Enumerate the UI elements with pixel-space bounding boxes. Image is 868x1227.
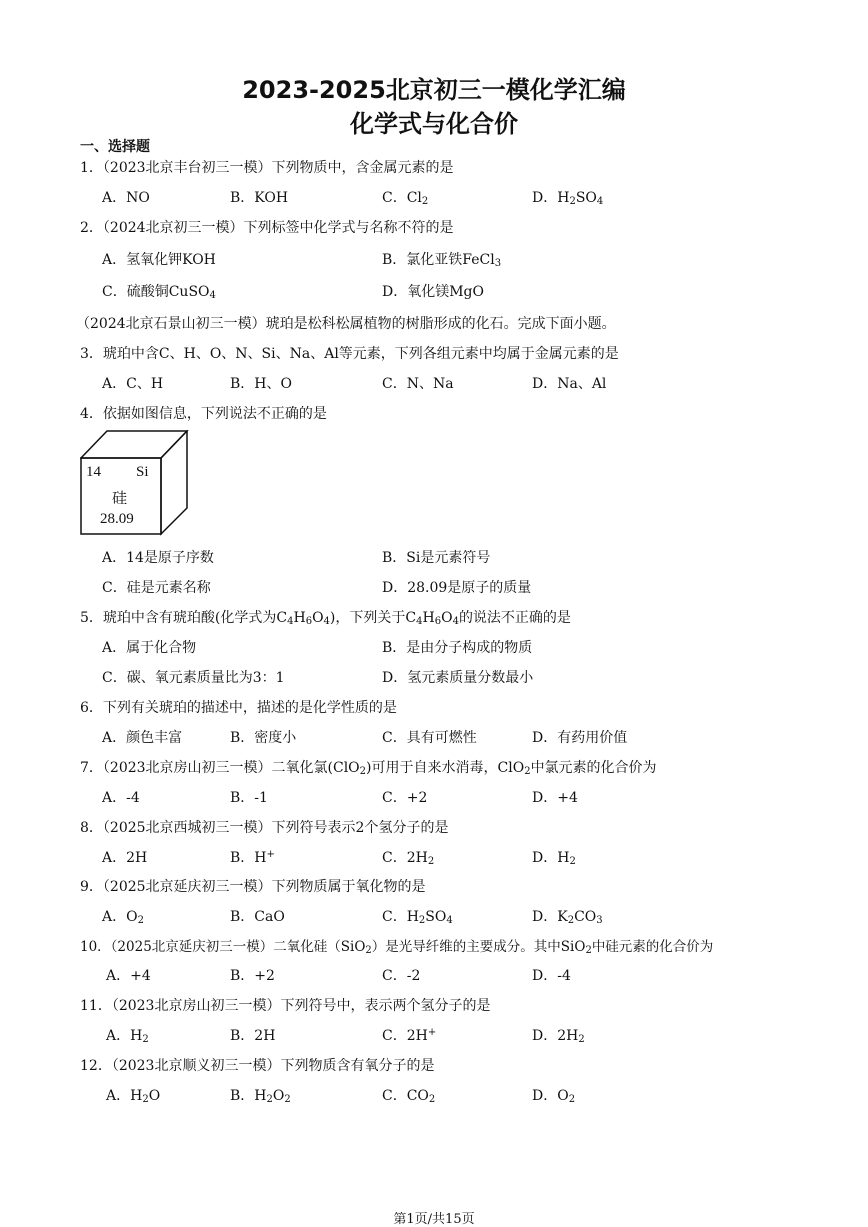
- q12-option-d: D．$O_2$: [532, 1088, 576, 1105]
- tile-atomic-number: 14: [86, 464, 101, 480]
- element-tile-figure: [80, 430, 190, 536]
- q11-option-c: C．2H+: [382, 1027, 437, 1044]
- q7-option-c: C．+2: [382, 790, 428, 806]
- q10-option-d: D．-4: [532, 968, 571, 984]
- q12-option-a: A．$H_2O$: [106, 1088, 161, 1105]
- q2-option-b: B．氯化亚铁FeCl$_3$: [382, 252, 502, 269]
- q9-option-d: D．$K_2CO_3$: [532, 909, 603, 926]
- q8-option-d: D．$H_2$: [532, 850, 576, 867]
- q7-option-b: B．-1: [230, 790, 268, 806]
- question-3: 3．琥珀中含C、H、O、N、Si、Na、Al等元素，下列各组元素中均属于金属元素的是: [80, 346, 619, 362]
- tile-symbol: Si: [136, 464, 149, 480]
- q10-option-c: C．-2: [382, 968, 421, 984]
- question-9: 9．（2025北京延庆初三一模）下列物质属于氧化物的是: [80, 879, 426, 895]
- q5-option-c: C．碳、氧元素质量比为3：1: [102, 670, 285, 686]
- tile-name: 硅: [112, 491, 128, 507]
- q3-option-a: A．C、H: [102, 376, 164, 392]
- q3-option-d: D．Na、Al: [532, 376, 607, 392]
- group-intro: （2024北京石景山初三一模）琥珀是松科松属植物的树脂形成的化石。完成下面小题。: [76, 316, 616, 332]
- q5-option-a: A．属于化合物: [102, 640, 197, 656]
- question-7: 7．（2023北京房山初三一模）二氧化氯(ClO$_2$)可用于自来水消毒，ClO$_2$中氯元素的化合价为: [80, 760, 657, 777]
- q2-option-d: D．氧化镁MgO: [382, 284, 484, 300]
- q8-option-a: A．2H: [102, 850, 148, 866]
- q7-option-a: A．-4: [102, 790, 140, 806]
- q1-option-a: A．NO: [102, 190, 150, 206]
- q5-option-b: B．是由分子构成的物质: [382, 640, 533, 656]
- q1-option-d: D．$H_2SO_4$: [532, 190, 604, 207]
- q9-option-c: C．$H_2SO_4$: [382, 909, 453, 926]
- question-1: 1．（2023北京丰台初三一模）下列物质中，含金属元素的是: [80, 160, 454, 176]
- question-11: 11．（2023北京房山初三一模）下列符号中，表示两个氢分子的是: [80, 998, 491, 1014]
- cube-outline: [80, 430, 190, 536]
- question-12: 12．（2023北京顺义初三一模）下列物质含有氧分子的是: [80, 1058, 435, 1074]
- q9-option-b: B．CaO: [230, 909, 285, 925]
- q12-option-c: C．$CO_2$: [382, 1088, 436, 1105]
- q1-option-c: C．$Cl_2$: [382, 190, 429, 207]
- page-subtitle: 化学式与化合价: [350, 110, 518, 138]
- q11-option-d: D．$2H_2$: [532, 1028, 585, 1045]
- q2-option-c: C．硫酸铜CuSO$_4$: [102, 284, 216, 301]
- q8-option-b: B．H+: [230, 849, 275, 866]
- q8-option-c: C．$2H_2$: [382, 850, 435, 867]
- q12-option-b: B．$H_2O_2$: [230, 1088, 291, 1105]
- q2-option-a: A．氢氧化钾KOH: [102, 252, 216, 268]
- q6-option-b: B．密度小: [230, 730, 297, 746]
- q3-option-c: C．N、Na: [382, 376, 454, 392]
- q11-option-b: B．2H: [230, 1028, 276, 1044]
- q4-option-b: B．Si是元素符号: [382, 550, 491, 566]
- q4-option-c: C．硅是元素名称: [102, 580, 211, 596]
- question-2: 2．（2024北京初三一模）下列标签中化学式与名称不符的是: [80, 220, 454, 236]
- q5-option-d: D．氢元素质量分数最小: [382, 670, 534, 686]
- q11-option-a: A．$H_2$: [106, 1028, 149, 1045]
- q9-option-a: A．$O_2$: [102, 909, 144, 926]
- tile-mass: 28.09: [100, 511, 134, 527]
- page-footer: 第1页/共15页: [393, 1212, 475, 1227]
- question-6: 6．下列有关琥珀的描述中，描述的是化学性质的是: [80, 700, 397, 716]
- q4-option-a: A．14是原子序数: [102, 550, 214, 566]
- question-8: 8．（2025北京西城初三一模）下列符号表示2个氢分子的是: [80, 820, 449, 836]
- q6-option-c: C．具有可燃性: [382, 730, 477, 746]
- q10-option-b: B．+2: [230, 968, 275, 984]
- q10-option-a: A．+4: [106, 968, 151, 984]
- q7-option-d: D．+4: [532, 790, 578, 806]
- question-4: 4．依据如图信息，下列说法不正确的是: [80, 406, 327, 422]
- q4-option-d: D．28.09是原子的质量: [382, 580, 532, 596]
- question-5: 5．琥珀中含有琥珀酸(化学式为$C_4H_6O_4$)，下列关于$C_4H_6O_4$的说法不正确的是: [80, 610, 571, 627]
- q1-option-b: B．KOH: [230, 190, 289, 206]
- question-10: 10．（2025北京延庆初三一模）二氧化硅（SiO$_2$）是光导纤维的主要成分。其中SiO$_2$中硅元素的化合价为: [80, 939, 714, 956]
- page-title: 2023-2025北京初三一模化学汇编: [242, 76, 626, 104]
- q6-option-a: A．颜色丰富: [102, 730, 183, 746]
- q6-option-d: D．有药用价值: [532, 730, 628, 746]
- q3-option-b: B．H、O: [230, 376, 292, 392]
- section-heading: 一、选择题: [80, 139, 150, 155]
